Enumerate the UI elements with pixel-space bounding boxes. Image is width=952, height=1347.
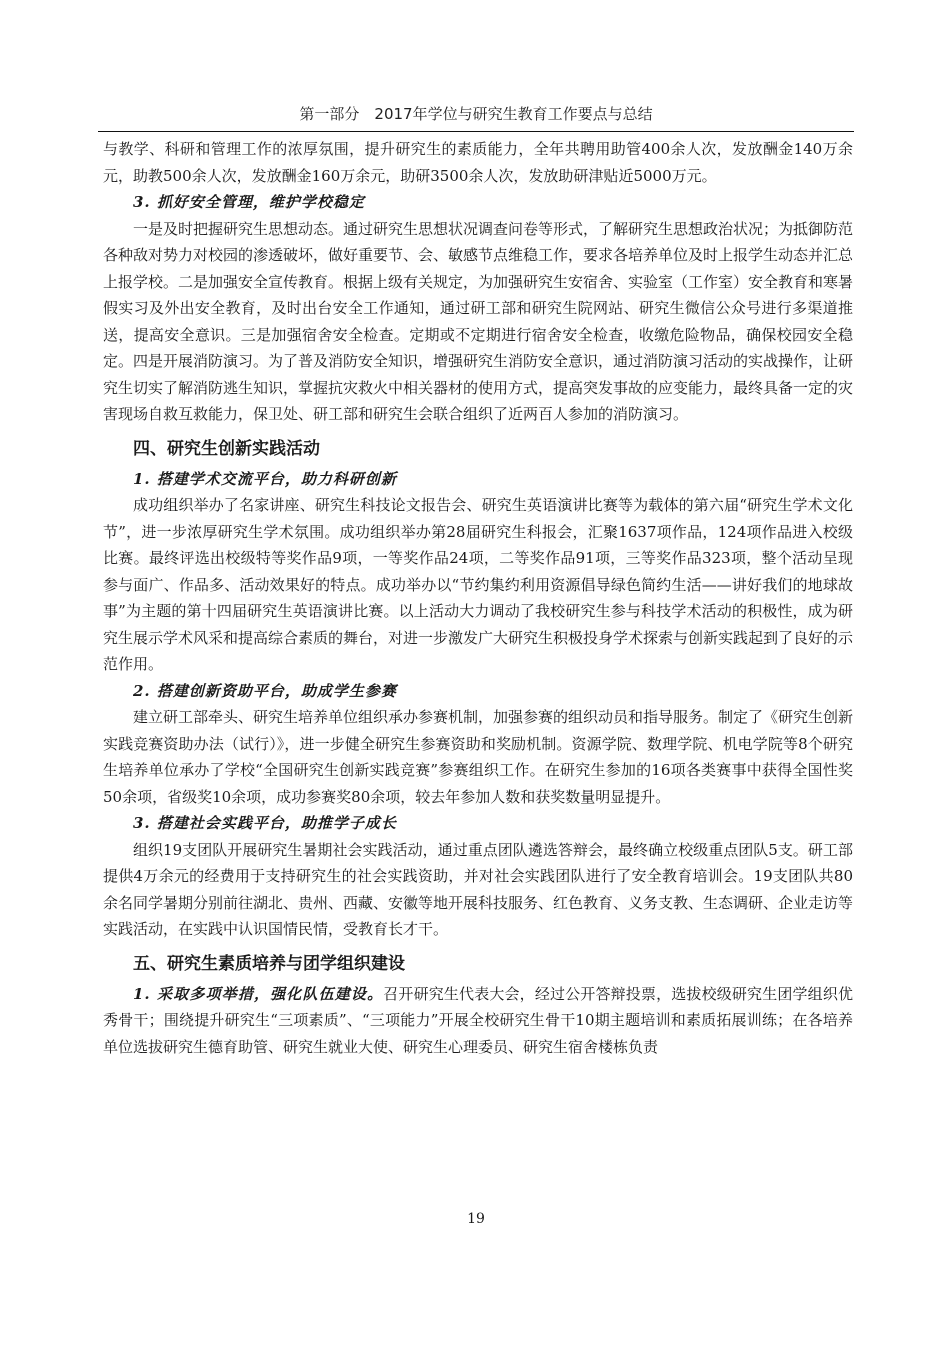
subsection-heading: 3. 搭建社会实践平台，助推学子成长 — [133, 814, 397, 832]
running-header: 第一部分 2017年学位与研究生教育工作要点与总结 — [299, 105, 653, 123]
paragraph — [103, 981, 853, 1061]
section-heading: 五、研究生素质培养与团学组织建设 — [133, 953, 405, 974]
header-rule — [98, 131, 854, 132]
page-body — [103, 136, 853, 1060]
section-heading: 四、研究生创新实践活动 — [133, 438, 320, 459]
page-number: 19 — [467, 1211, 485, 1227]
paragraph-lead: 1. 采取多项举措，强化队伍建设。 — [133, 984, 384, 1003]
paragraph: 一是及时把握研究生思想动态。通过研究生思想状况调查问卷等形式，了解研究生思想政治状况；为抵御防范各种敌对势力对校园的渗透破坏，做好重要节、会、敏感节点维稳工作，要求各培养单位及时上报学生动态并汇总上报学校。二是加强安全宣传教育。根据上级有关规定，为加强研究生安宿舍、实验室（工作室）安全教育和寒暑假实习及外出安全教育，及时出台安全工作通知，通过研工部和研究生院网站、研究生微信公众号进行多渠道推送，提高安全意识。三是加强宿舍安全检查。定期或不定期进行宿舍安全检查，收缴危险物品，确保校园安全稳定。四是开展消防演习。为了普及消防安全知识，增强研究生消防安全意识，通过消防演习活动的实战操作，让研究生切实了解消防逃生知识，掌握抗灾救火中相关器材的使用方式，提高突发事故的应变能力，最终具备一定的灾害现场自救互救能力，保卫处、研工部和研究生会联合组织了近两百人参加的消防演习。 — [103, 219, 854, 423]
paragraph: 与教学、科研和管理工作的浓厚氛围，提升研究生的素质能力，全年共聘用助管400余人次，发放酬金140万余元，助教500余人次，发放酬金160万余元，助研3500余人次，发放助研津贴近5000万元。 — [103, 140, 853, 185]
subsection-heading: 2. 搭建创新资助平台，助成学生参赛 — [133, 681, 397, 700]
paragraph: 建立研工部牵头、研究生培养单位组织承办参赛机制，加强参赛的组织动员和指导服务。制定了《研究生创新实践竞赛资助办法（试行）》，进一步健全研究生参赛资助和奖励机制。资源学院、数理学院、机电学院等8个研究生培养单位承办了学校“全国研究生创新实践竞赛”参赛组织工作。在研究生参加的16项各类赛事中获得全国性奖50余项，省级奖10余项，成功参赛奖80余项，较去年参加人数和获奖数量明显提升。 — [103, 708, 854, 806]
paragraph: 组织19支团队开展研究生暑期社会实践活动，通过重点团队遴选答辩会，最终确立校级重点团队5支。研工部提供4万余元的经费用于支持研究生的社会实践资助，并对社会实践团队进行了安全教育培训会。19支团队共80余名同学暑期分别前往湖北、贵州、西藏、安徽等地开展科技服务、红色教育、义务支教、生态调研、企业走访等实践活动，在实践中认识国情民情，受教育长才干。 — [103, 840, 854, 938]
paragraph: 成功组织举办了名家讲座、研究生科技论文报告会、研究生英语演讲比赛等为载体的第六届“研究生学术文化节”，进一步浓厚研究生学术氛围。成功组织举办第28届研究生科报会，汇聚1637项作品，124项作品进入校级比赛。最终评选出校级特等奖作品9项，一等奖作品24项，二等奖作品91项，三等奖作品323项，整个活动呈现参与面广、作品多、活动效果好的特点。成功举办以“节约集约利用资源倡导绿色简约生活——讲好我们的地球故事”为主题的第十四届研究生英语演讲比赛。以上活动大力调动了我校研究生参与科技学术活动的积极性，成为研究生展示学术风采和提高综合素质的舞台，对进一步激发广大研究生积极投身学术探索与创新实践起到了良好的示范作用。 — [103, 496, 854, 673]
paragraph-text: 召开研究生代表大会，经过公开答辩投票，选拔校级研究生团学组织优秀骨干；围绕提升研究生“三项素质”、“三项能力”开展全校研究生骨干10期主题培训和素质拓展训练；在各培养单位选拔研究生德育助管、研究生就业大使、研究生心理委员、研究生宿舍楼栋负责 — [103, 984, 853, 1056]
subsection-heading: 3. 抓好安全管理，维护学校稳定 — [133, 193, 365, 211]
subsection-heading: 1. 搭建学术交流平台，助力科研创新 — [133, 469, 397, 488]
